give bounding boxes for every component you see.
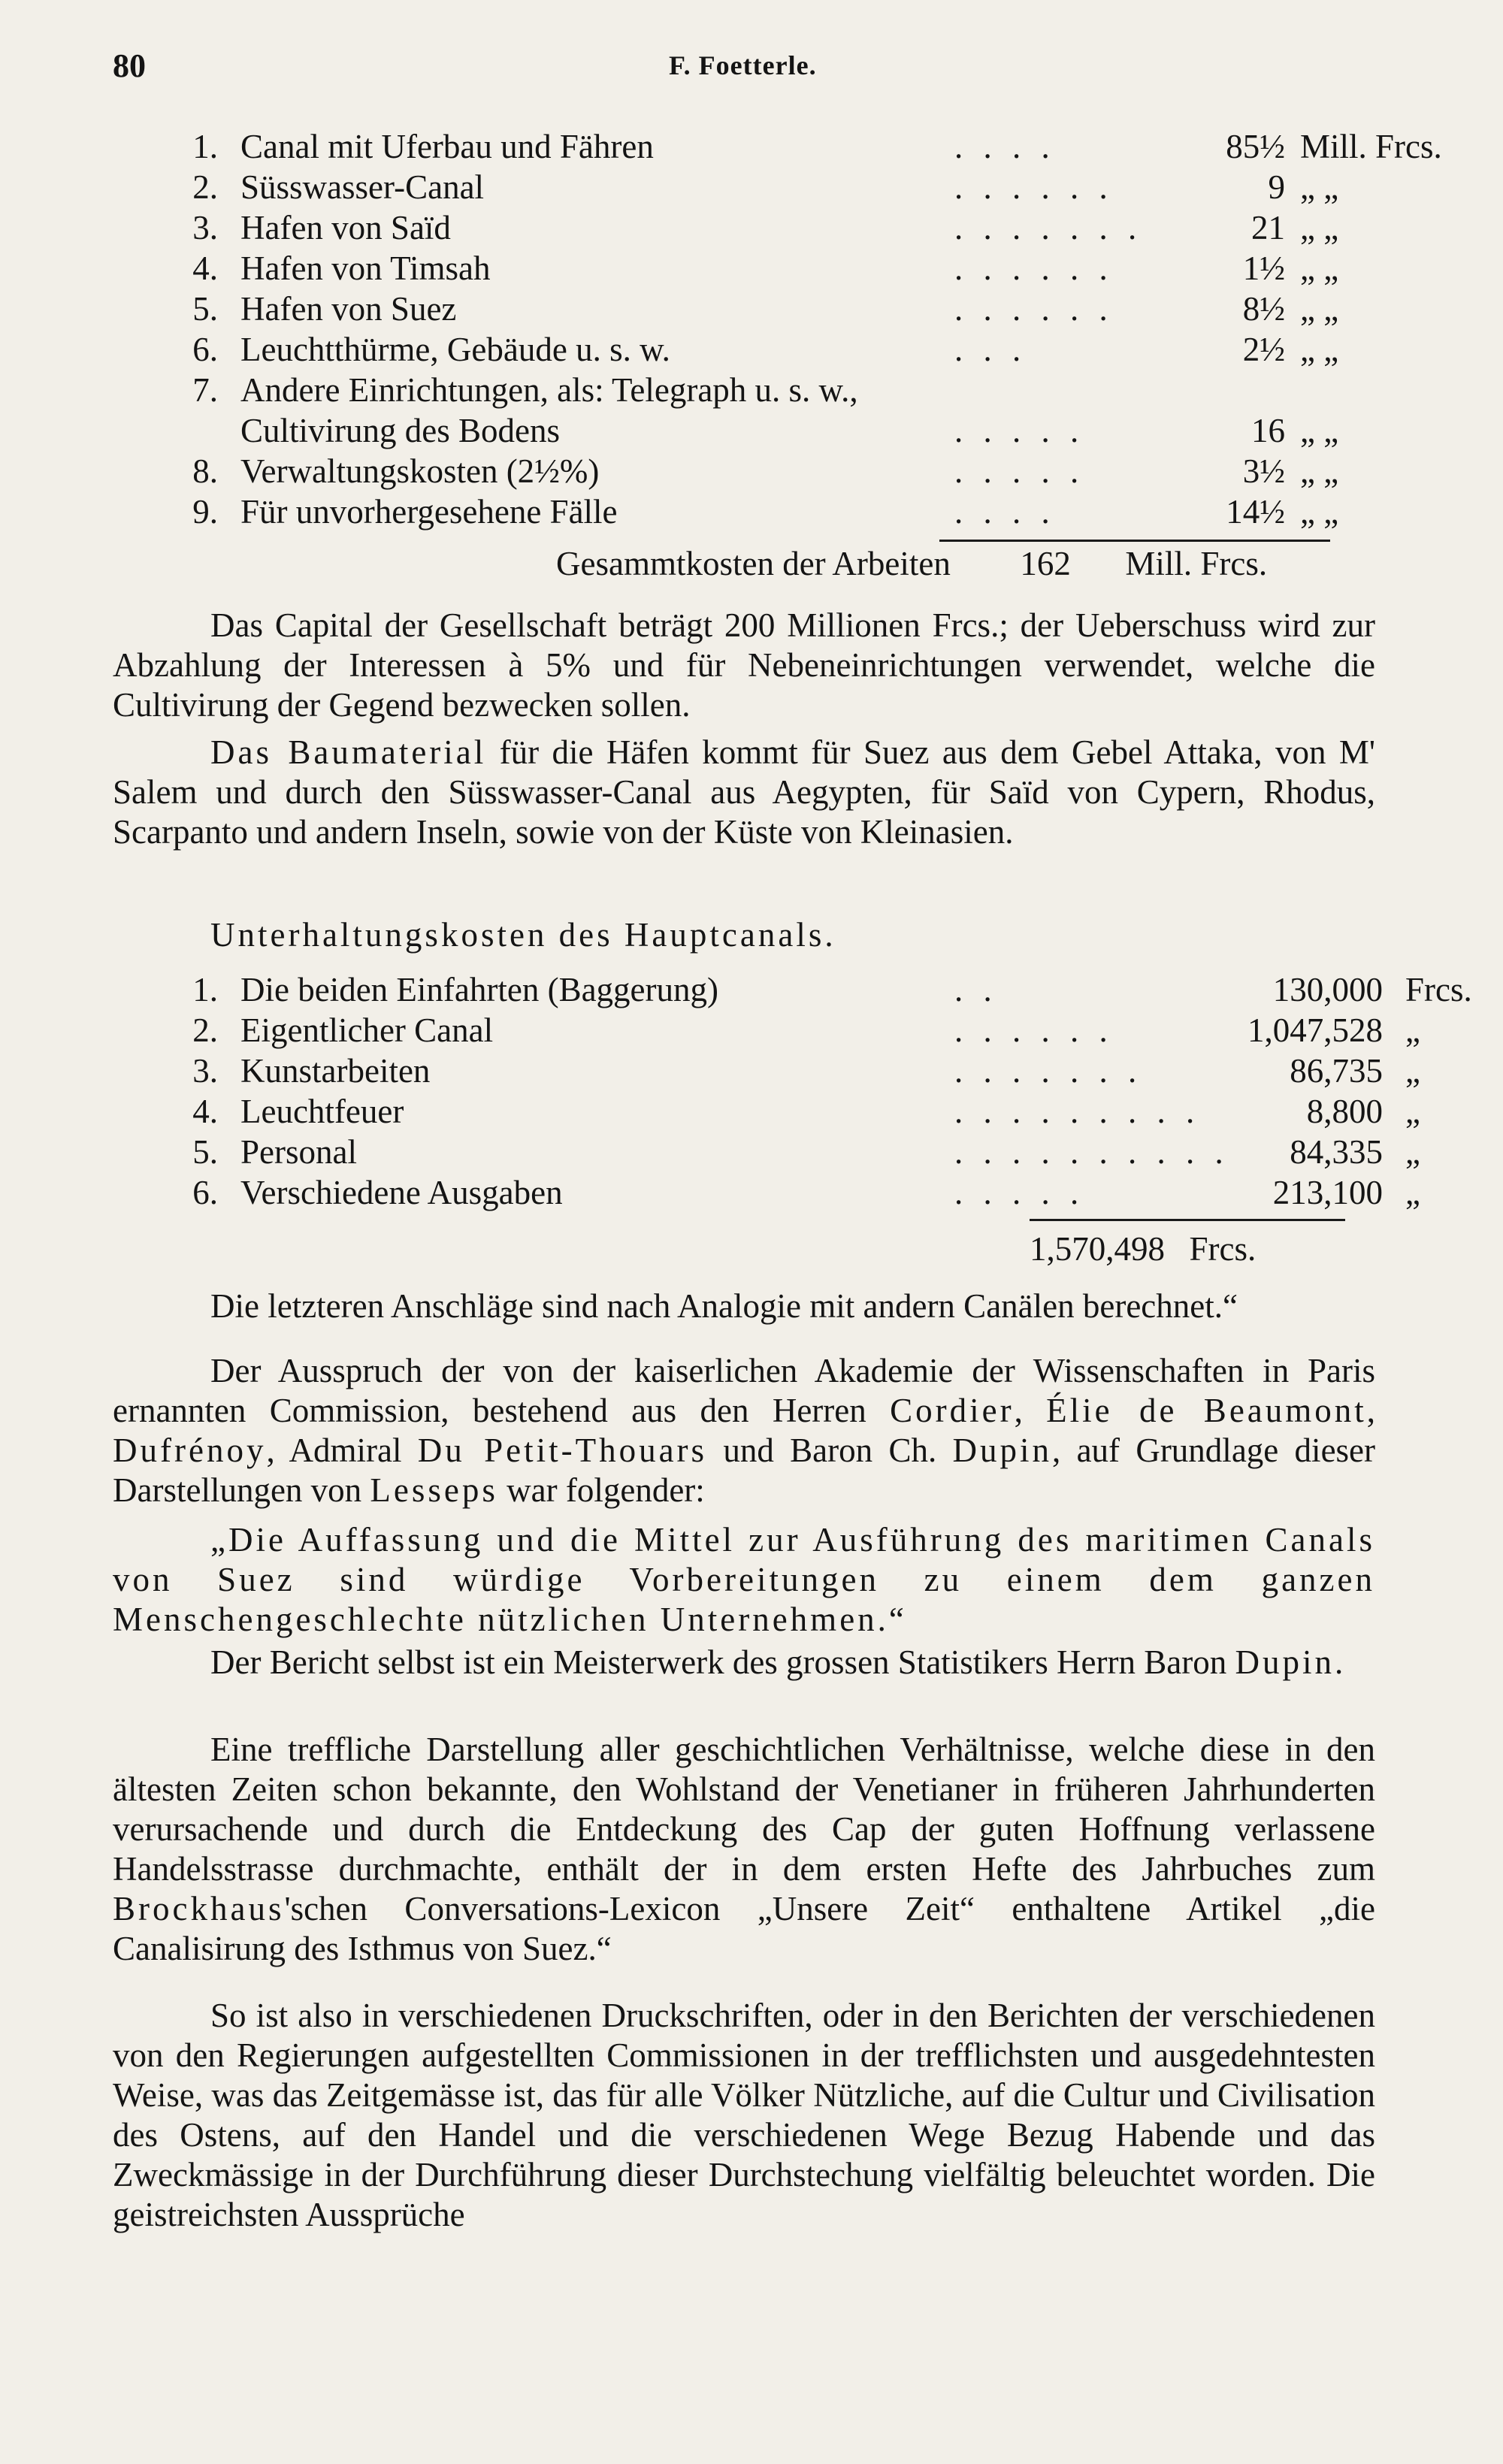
table-row: 3. Kunstarbeiten . . . . . . . 86,735 „ [192,1052,1420,1090]
page-header [113,47,1375,99]
table-row: 2. Eigentlicher Canal . . . . . . 1,047,528 „ [192,1011,1420,1049]
table-row: 1. Die beiden Einfahrten (Baggerung) . . 130,000 Frcs. [192,971,1472,1008]
sum-rule [939,540,1330,542]
table-row: 6. Leuchtthürme, Gebäude u. s. w. . . . 2½ „ „ [192,331,1339,368]
table-row: 5. Personal . . . . . . . . . . 84,335 „ [192,1133,1420,1171]
table-row: 2. Süsswasser-Canal . . . . . . 9 „ „ [192,168,1339,206]
table-row: 6. Verschiedene Ausgaben . . . . . 213,100 „ [192,1174,1420,1211]
page-number: 80 [113,47,146,84]
capital-paragraph: Das Capital der Gesellschaft beträgt 200 Millionen Frcs.; der Ueberschuss wird zur Abzahlung der Interessen à 5% und für Nebeneinrichtungen verwendet, welche die Cultivirung der Gegend bezwecken sollen. [113,606,1375,724]
academy-quote: „Die Auffassung und die Mittel zur Ausführung des maritimen Canals von Suez sind würdige Vorbereitungen zu einem dem ganzen Menschengeschlechte nützlichen Unternehmen.“ [113,1521,1375,1638]
table-row: 7. Andere Einrichtungen, als: Telegraph u. s. w., [192,371,858,409]
commission-paragraph: Der Ausspruch der von der kaiserlichen Akademie der Wissenschaften in Paris ernannten Commission, bestehend aus den Herren Cordier, Élie de Beaumont, Dufrénoy, Admiral Du Petit-Thouars und Baron Ch. Dupin, auf Grundlage dieser Darstellungen von Lesseps war folgender: [113,1352,1376,1509]
table-row: 4. Hafen von Timsah . . . . . . 1½ „ „ [192,249,1339,287]
maintenance-total: 1,570,498 Frcs. [1030,1230,1257,1268]
table-row: 4. Leuchtfeuer . . . . . . . . . 8,800 „ [192,1093,1420,1130]
table-row: Cultivirung des Bodens . . . . . 16 „ „ [240,412,1339,449]
maintenance-note: Die letzteren Anschläge sind nach Analogie mit andern Canälen berechnet.“ [210,1287,1238,1325]
history-paragraph: Eine treffliche Darstellung aller geschichtlichen Verhältnisse, welche diese in den ältesten Zeiten schon bekannte, den Wohlstand der Venetianer in früheren Jahrhunderten verursachende und durch die Entdeckung des Cap der guten Hoffnung verlassene Handelsstrasse durchmachte, enthält der in dem ersten Hefte des Jahrbuches zum Brockhaus'schen Conversations-Lexicon „Unsere Zeit“ enthaltene Artikel „die Canalisirung des Isthmus von Suez.“ [113,1731,1375,1967]
sum-rule [1030,1219,1345,1221]
report-paragraph: Der Bericht selbst ist ein Meisterwerk des grossen Statistikers Herrn Baron Dupin. [210,1643,1344,1681]
summary-paragraph: So ist also in verschiedenen Druckschriften, oder in den Berichten der verschiedenen von den Regierungen aufgestellten Commissionen in der trefflichsten und ausgedehntesten Weise, was das Zeitgemässe ist, das für alle Völker Nützliche, auf die Cultur und Civilisation des Ostens, auf den Handel und die verschiedenen Wege Bezug Habende und das Zweckmässige in der Durchführung dieser Durchstechung vielfältig beleuchtet worden. Die geistreichsten Aussprüche [113,1997,1375,2233]
table-row: 8. Verwaltungskosten (2½%) . . . . . 3½ „ „ [192,452,1339,490]
running-title: F. Foetterle. [669,50,817,80]
table-row: 1. Canal mit Uferbau und Fähren . . . . 85½ Mill. Frcs. [192,128,1442,165]
cost-total: Gesammtkosten der Arbeiten 162 Mill. Frcs. [556,545,1268,582]
table-row: 3. Hafen von Saïd . . . . . . . 21 „ „ [192,209,1339,246]
maintenance-heading: Unterhaltungskosten des Hauptcanals. [210,916,836,954]
table-row: 5. Hafen von Suez . . . . . . 8½ „ „ [192,290,1339,328]
material-paragraph: Das Baumaterial für die Häfen kommt für Suez aus dem Gebel Attaka, von M' Salem und durch den Süsswasser-Canal aus Aegypten, für Saïd von Cypern, Rhodus, Scarpanto und andern Inseln, sowie von der Küste von Kleinasien. [113,733,1375,851]
table-row: 9. Für unvorhergesehene Fälle . . . . 14½ „ „ [192,493,1339,531]
